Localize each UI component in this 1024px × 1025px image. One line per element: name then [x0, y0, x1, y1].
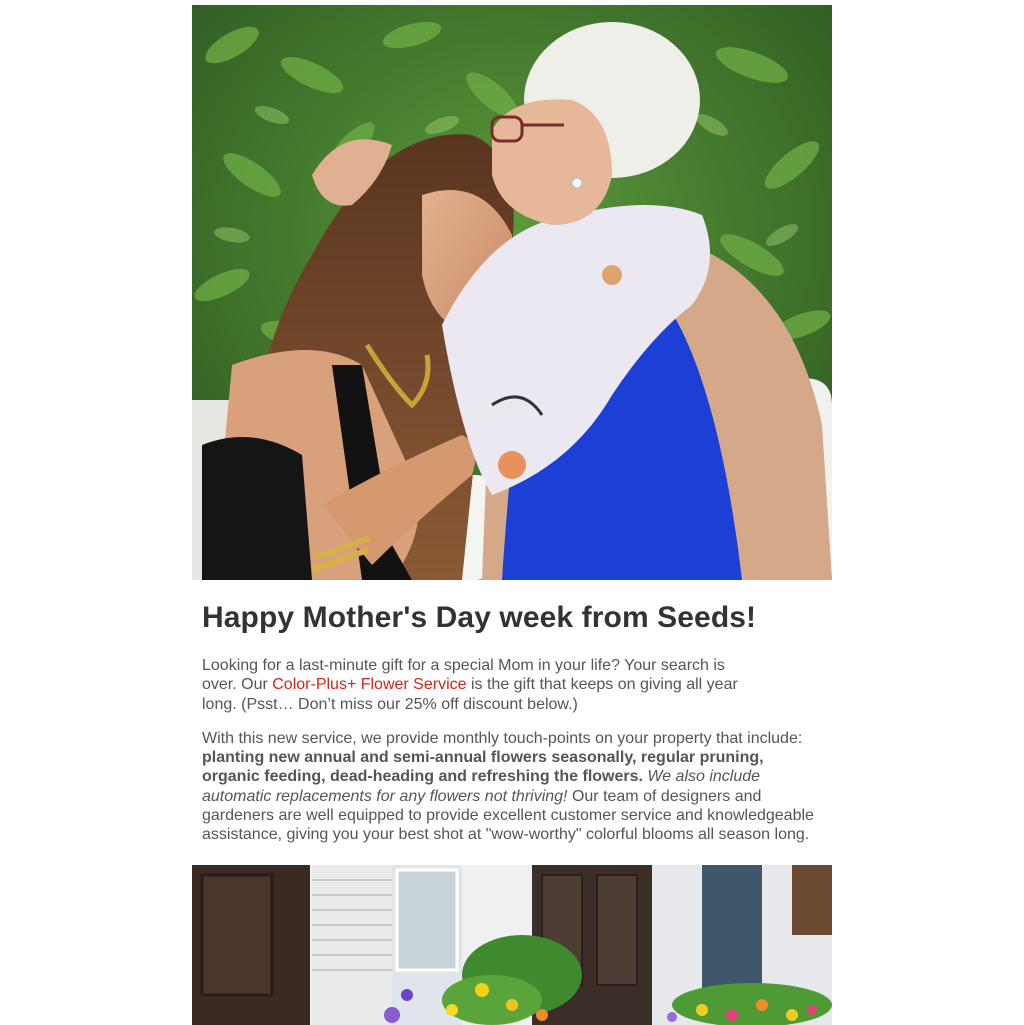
intro-paragraph — [202, 656, 747, 714]
service-text-before: With this new service, we provide monthly touch-points on your property that include: — [202, 729, 803, 747]
window-flowers-photo — [192, 865, 832, 1025]
color-plus-flower-service-link[interactable]: Color-Plus+ Flower Service — [272, 676, 467, 694]
hero-image — [192, 5, 832, 580]
service-text-after: Our team of designers and gardeners are well equipped to provide excellent customer service and knowledgeable assistance, giving you your best shot at "wow-worthy" colorful blooms all season long. — [202, 787, 814, 844]
intro-text-after: is the gift that keeps on giving all year long. (Psst… Don’t miss our 25% off discount below.) — [202, 676, 738, 713]
window-box-flowers-image — [192, 865, 832, 1025]
intro-text-before: Looking for a last-minute gift for a special Mom in your life? Your search is over. Our — [202, 657, 725, 694]
service-bold-text: planting new annual and semi-annual flowers seasonally, regular pruning, organic feeding, dead-heading and refreshing the flowers. — [202, 749, 764, 786]
headline: Happy Mother's Day week from Seeds! — [202, 601, 757, 634]
service-italic-text: We also include automatic replacements for any flowers not thriving! — [202, 768, 761, 805]
email-content — [192, 600, 832, 845]
mother-daughter-photo — [192, 5, 832, 580]
service-paragraph — [202, 729, 822, 845]
email-body — [192, 5, 832, 1025]
